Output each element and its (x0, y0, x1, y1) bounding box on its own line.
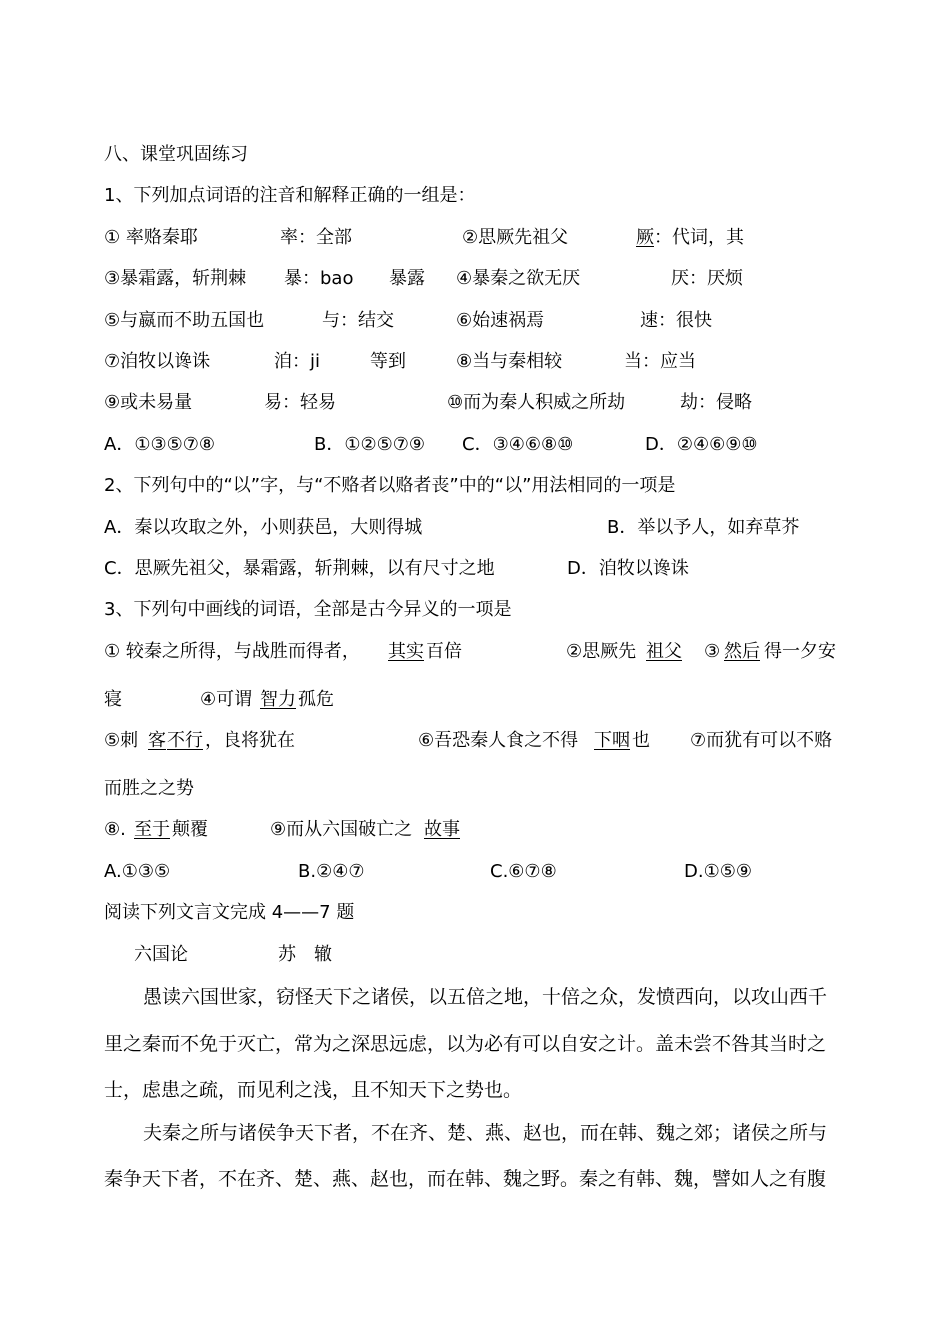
q2-option-d: D．洎牧以谗诛 (567, 558, 689, 579)
q1-row-2-gloss-a: 暴：bao (284, 268, 354, 289)
q3-underlined-zhiyu: 至于 (134, 819, 170, 840)
q2-option-b: B．举以予人，如弃草芥 (607, 517, 800, 538)
q1-row-4-item-b: ⑧当与秦相较 (456, 351, 563, 372)
q1-row-1-gloss-b-word: 厥 (636, 227, 654, 248)
document-page: 八、课堂巩固练习 1、下列加点词语的注音和解释正确的一组是： ① 率赂秦耶 率：全部 ②思厥先祖父 厥 ：代词，其 ③暴霜露，斩荆棘 暴：bao 暴露 ④暴秦之欲无厌 厌：厌烦 ⑤与嬴而不助五国也 与：结交 ⑥始速祸焉 速：很快 ⑦洎牧以谗诛 洎：ji 等到 ⑧当与秦相较 当：应当 ⑨或未易量 易：轻易 ⑩而为秦人积威之所劫 劫：侵略 A．①③⑤⑦⑧ B．①②⑤⑦⑨ C．③④⑥⑧⑩ D．②④⑥⑨⑩ 2、下列句中的“以”字，与“不赂者以赂者丧”中的“以”用法相同的一项是 A．秦以攻取之外，小则获邑，大则得城 B．举以予人，如弃草芥 C．思厥先祖父，暴霜露，斩荆棘，以有尺寸之地 D．洎牧以谗诛 3、下列句中画线的词语，全部是古今异义的一项是 ① 较秦之所得，与战胜而得者， 其实 百倍 ②思厥先 祖父 ③ 然后 得一夕安 寝 ④可谓 智力 孤危 ⑤刺 客 不行 ，良将犹在 ⑥吾恐秦人食之不得 下咽 也 ⑦而犹有可以不赂 而胜之之势 ⑧. 至于 颠覆 ⑨而从六国破亡之 故事 A.①③⑤ B.②④⑦ C.⑥⑦⑧ D.①⑤⑨ 阅读下列文言文完成 4——7 题 六国论 苏 辙 愚读六国世家，窃怪天下之诸侯，以五倍之地，十倍之众，发愤西向，以攻山西千 里之秦而不免于灭亡，常为之深思远虑，以为必有可以自安之计。盖未尝不咎其当时之 士，虑患之疏，而见利之浅，且不知天下之势也。 夫秦之所与诸侯争天下者，不在齐、楚、燕、赵也，而在韩、魏之郊；诸侯之所与 秦争天下者，不在齐、楚、燕、赵也，而在韩、魏之野。秦之有韩、魏，譬如人之有腹 (104, 144, 836, 1190)
q2-option-c: C．思厥先祖父，暴霜露，斩荆棘，以有尺寸之地 (104, 558, 495, 579)
q1-row-5-gloss-a: 易：轻易 (264, 392, 336, 413)
q1-row-1-item-a: ① 率赂秦耶 (104, 227, 198, 248)
q1-row-5-item-a: ⑨或未易量 (104, 392, 193, 413)
q1-option-b: B．①②⑤⑦⑨ (314, 434, 426, 455)
q1-row-4-item-a: ⑦洎牧以谗诛 (104, 351, 211, 372)
q1-row-1-gloss-a: 率：全部 (280, 227, 352, 248)
q1-row-3-item-b: ⑥始速祸焉 (456, 310, 545, 331)
q1-row-2-item-b: ④暴秦之欲无厌 (456, 268, 581, 289)
q1-row-4-gloss-a: 洎：ji (274, 351, 321, 372)
q1-option-d: D．②④⑥⑨⑩ (645, 434, 758, 455)
q2-option-a: A．秦以攻取之外，小则获邑，大则得城 (104, 517, 423, 538)
q1-row-5-gloss-b: 劫：侵略 (680, 392, 752, 413)
q3-underlined-gushi: 故事 (424, 819, 460, 840)
q3-underlined-zufu: 祖父 (646, 641, 682, 662)
q1-row-5-item-b: ⑩而为秦人积威之所劫 (447, 392, 626, 413)
q3-option-a: A.①③⑤ (104, 861, 171, 882)
q1-row-3-gloss-a: 与：结交 (322, 310, 394, 331)
q3-underlined-xiayan: 下咽 (594, 730, 630, 751)
q1-row-1-gloss-b: ：代词，其 (654, 227, 744, 248)
q3-underlined-qishi: 其实 (388, 641, 424, 662)
q1-option-c: C．③④⑥⑧⑩ (462, 434, 574, 455)
q3-option-d: D.①⑤⑨ (684, 861, 752, 882)
q3-underlined-ranhou: 然后 (724, 641, 760, 662)
q3-underlined-buxing: 不行 (167, 730, 203, 751)
q1-row-4-gloss-b: 当：应当 (624, 351, 696, 372)
q1-row-2-item-a: ③暴霜露，斩荆棘 (104, 268, 247, 289)
q1-row-3-gloss-b: 速：很快 (640, 310, 712, 331)
q1-row-2-gloss-a-extra: 暴露 (389, 268, 425, 289)
passage-author: 苏 辙 (278, 944, 332, 965)
q1-option-a: A．①③⑤⑦⑧ (104, 434, 215, 455)
q1-row-2-gloss-b: 厌：厌烦 (671, 268, 743, 289)
q3-option-c: C.⑥⑦⑧ (490, 861, 557, 882)
q1-row-4-gloss-a-extra: 等到 (370, 351, 406, 372)
passage-title: 六国论 (134, 944, 188, 965)
q1-row-1-item-b: ②思厥先祖父 (462, 227, 569, 248)
q1-row-3-item-a: ⑤与嬴而不助五国也 (104, 310, 265, 331)
q3-underlined-zhili: 智力 (260, 689, 296, 710)
q3-option-b: B.②④⑦ (298, 861, 365, 882)
